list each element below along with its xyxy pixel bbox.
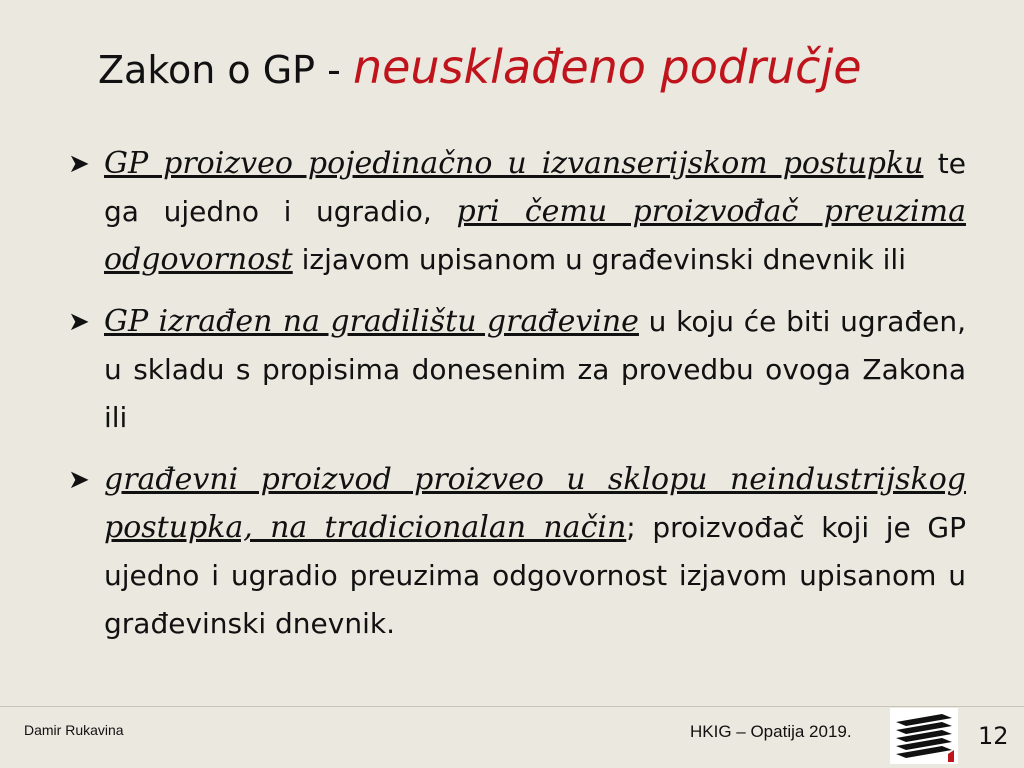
bullet-emphasis: pri čemu proizvođač preuzima odgovornost	[104, 194, 966, 277]
arrow-right-icon: ➤	[68, 307, 90, 337]
title-accent: neusklađeno područje	[352, 40, 862, 94]
bullet-text: izjavom upisanom u građevinski dnevnik ili	[292, 243, 906, 276]
bullet-emphasis: građevni proizvod proizveo u sklopu neindustrijskog postupka, na tradicionalan način	[104, 462, 966, 545]
title-plain: Zakon o GP -	[98, 48, 353, 92]
hkig-logo-icon	[890, 708, 958, 764]
bullet-emphasis: GP proizveo pojedinačno u izvanserijskom postupku	[104, 146, 924, 181]
arrow-right-icon: ➤	[68, 149, 90, 179]
slide-title	[98, 40, 862, 94]
bullet-item	[68, 140, 966, 284]
page-number: 12	[978, 722, 1009, 750]
bullet-text: te ga ujedno i ugradio,	[104, 147, 967, 228]
bullet-item	[68, 456, 966, 648]
footer-author: Damir Rukavina	[24, 722, 124, 738]
bullet-text: u koju će biti ugrađen, u skladu s propisima donesenim za provedbu ovoga Zakona ili	[104, 305, 967, 434]
footer-event: HKIG – Opatija 2019.	[690, 722, 852, 741]
arrow-right-icon: ➤	[68, 465, 90, 495]
footer-divider	[0, 706, 1024, 707]
bullet-emphasis: GP izrađen na gradilištu građevine	[104, 304, 639, 339]
bullet-item	[68, 298, 966, 442]
bullet-text: ; proizvođač koji je GP ujedno i ugradio preuzima odgovornost izjavom upisanom u građevinski dnevnik.	[104, 511, 966, 640]
bullet-list	[68, 140, 966, 662]
